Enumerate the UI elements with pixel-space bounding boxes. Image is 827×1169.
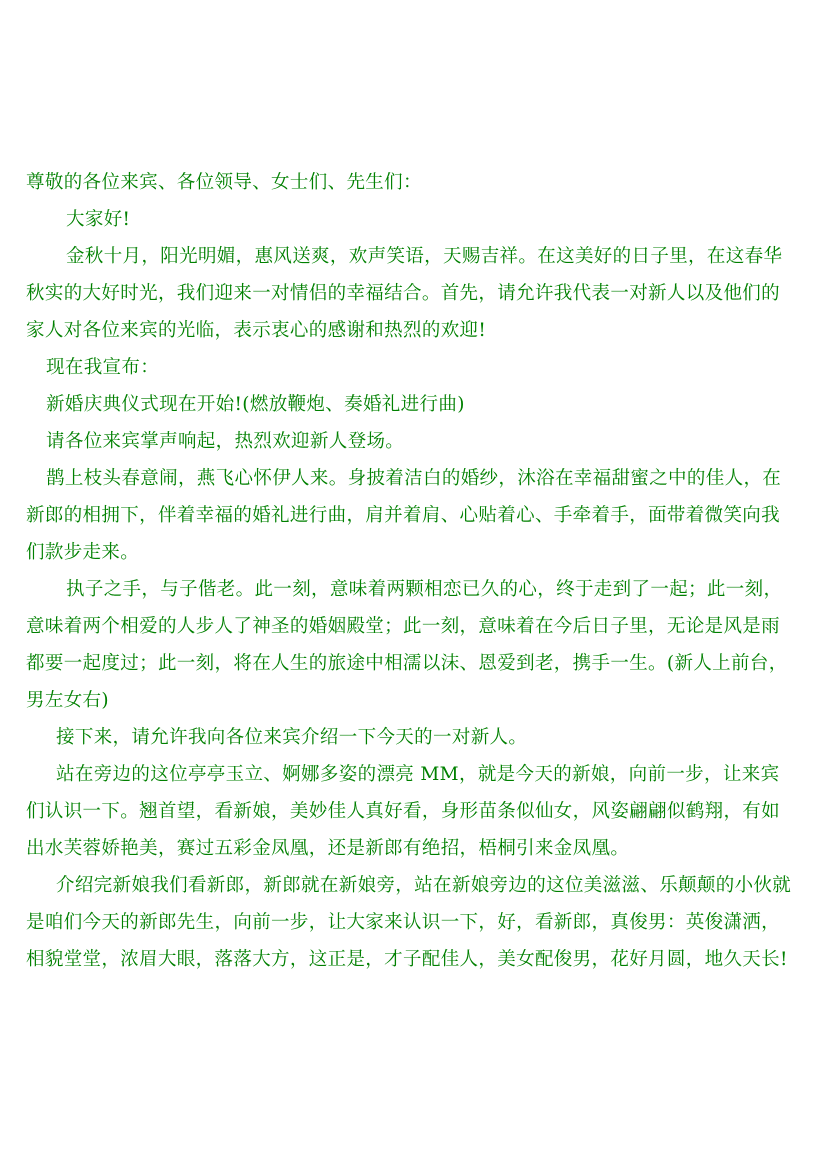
hello-line: 大家好! [66,209,131,230]
intro-paragraph: 金秋十月，阳光明媚，惠风送爽，欢声笑语，天赐吉祥。在这美好的日子里，在这春华秋实的大好时光，我们迎来一对情侣的幸福结合。首先，请允许我代表一对新人以及他们的家人对各位来宾的光临，表示衷心的感谢和热烈的欢迎! [26,246,783,341]
greeting-line: 尊敬的各位来宾、各位领导、女士们、先生们： [26,172,422,193]
bride-paragraph: 站在旁边的这位亭亭玉立、婀娜多姿的漂亮 MM，就是今天的新娘，向前一步，让来宾们认识一下。翘首望，看新娘，美妙佳人真好看，身形苗条似仙女，风姿翩翩似鹤翔，有如出水芙蓉娇艳美，赛过五彩金凤凰，还是新郎有绝招，梧桐引来金凤凰。 [26,764,781,859]
applause-line: 请各位来宾掌声响起，热烈欢迎新人登场。 [46,431,405,452]
moment-paragraph: 执子之手，与子偕老。此一刻，意味着两颗相恋已久的心，终于走到了一起；此一刻，意味着两个相爱的人步人了神圣的婚姻殿堂；此一刻，意味着在今后日子里，无论是风是雨都要一起度过；此一刻，将在人生的旅途中相濡以沫、恩爱到老，携手一生。(新人上前台，男左女右) [26,579,788,711]
ceremony-start-line: 新婚庆典仪式现在开始!(燃放鞭炮、奏婚礼进行曲) [46,394,465,415]
announce-line: 现在我宣布： [46,357,160,378]
next-line: 接下来，请允许我向各位来宾介绍一下今天的一对新人。 [56,727,528,748]
groom-paragraph: 介绍完新娘我们看新郎，新郎就在新娘旁，站在新娘旁边的这位美滋滋、乐颠颠的小伙就是咱们今天的新郎先生，向前一步，让大家来认识一下，好，看新郎，真俊男：英俊潇洒，相貌堂堂，浓眉大眼，落落大方，这正是，才子配佳人，美女配俊男，花好月圆，地久天长! [26,875,792,970]
document-body [26,164,794,978]
entrance-paragraph: 鹊上枝头春意闹，燕飞心怀伊人来。身披着洁白的婚纱，沐浴在幸福甜蜜之中的佳人，在新郎的相拥下，伴着幸福的婚礼进行曲，肩并着肩、心贴着心、手牵着手，面带着微笑向我们款步走来。 [26,468,782,563]
